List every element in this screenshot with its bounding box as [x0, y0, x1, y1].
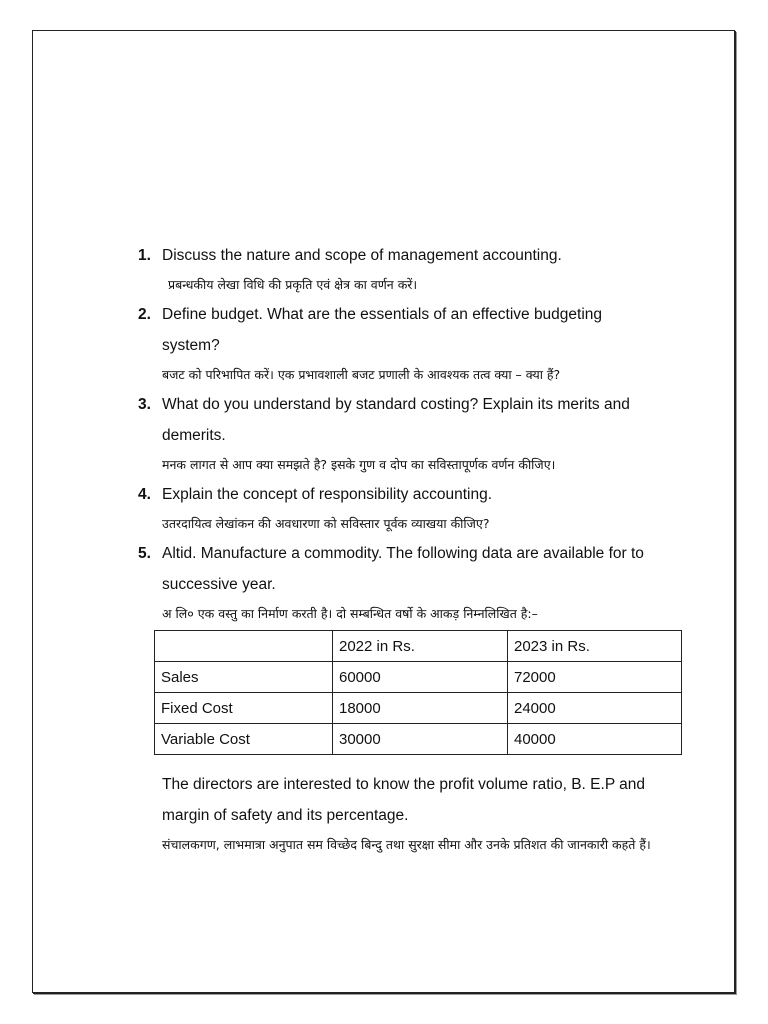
table-cell: 18000 [333, 693, 508, 724]
question-text: Explain the concept of responsibility accounting. [162, 486, 493, 503]
table-header-row [155, 631, 682, 662]
table-header-cell: 2023 in Rs. [508, 631, 682, 662]
table-cell: 60000 [333, 662, 508, 693]
question-4 [138, 479, 683, 510]
question-number: 4. [138, 486, 151, 503]
question-text: Define budget. What are the essentials of an effective budgeting system? [162, 306, 603, 354]
table-cell: 24000 [508, 693, 682, 724]
question-2 [138, 299, 683, 361]
document-content [138, 240, 683, 859]
question-5 [138, 538, 683, 600]
question-hindi: अ लि० एक वस्तु का निर्माण करती है। दो सम्बन्धित वर्षो के आकड़ निम्नलिखित है:– [162, 606, 538, 621]
question-number: 1. [138, 247, 151, 264]
question-number: 5. [138, 545, 151, 562]
table-cell: Fixed Cost [155, 693, 333, 724]
table-row [155, 662, 682, 693]
table-cell: 30000 [333, 724, 508, 755]
cost-data-table [154, 630, 682, 755]
question-3 [138, 389, 683, 451]
question-text: Altid. Manufacture a commodity. The following data are available for to successive year. [162, 545, 644, 593]
table-header-cell [155, 631, 333, 662]
question-1 [138, 240, 683, 271]
table-cell: Sales [155, 662, 333, 693]
closing-text: The directors are interested to know the profit volume ratio, B. E.P and margin of safety and its percentage. [162, 776, 646, 824]
question-hindi: बजट को परिभापित करें। एक प्रभावशाली बजट प्रणाली के आवश्यक तत्व क्या – क्या हैं? [162, 367, 561, 382]
question-text: What do you understand by standard costing? Explain its merits and demerits. [162, 396, 630, 444]
table-header-cell: 2022 in Rs. [333, 631, 508, 662]
table-row [155, 724, 682, 755]
table-cell: 40000 [508, 724, 682, 755]
table-cell: Variable Cost [155, 724, 333, 755]
question-text: Discuss the nature and scope of management accounting. [162, 247, 562, 264]
question-hindi: उतरदायित्व लेखांकन की अवधारणा को सविस्तार पूर्वक व्याखया कीजिए? [162, 516, 490, 531]
table-row [155, 693, 682, 724]
table-cell: 72000 [508, 662, 682, 693]
question-hindi: प्रबन्धकीय लेखा विधि की प्रकृति एवं क्षेत्र का वर्णन करें। [168, 277, 418, 292]
closing-hindi: संचालकगण, लाभमात्रा अनुपात सम विच्छेद बिन्दु तथा सुरक्षा सीमा और उनके प्रतिशत की जानकारी कहते हैं। [162, 837, 651, 852]
question-number: 3. [138, 396, 151, 413]
question-hindi: मनक लागत से आप क्या समझते है? इसके गुण व दोप का सविस्तापूर्णक वर्णन कीजिए। [162, 457, 556, 472]
question-number: 2. [138, 306, 151, 323]
